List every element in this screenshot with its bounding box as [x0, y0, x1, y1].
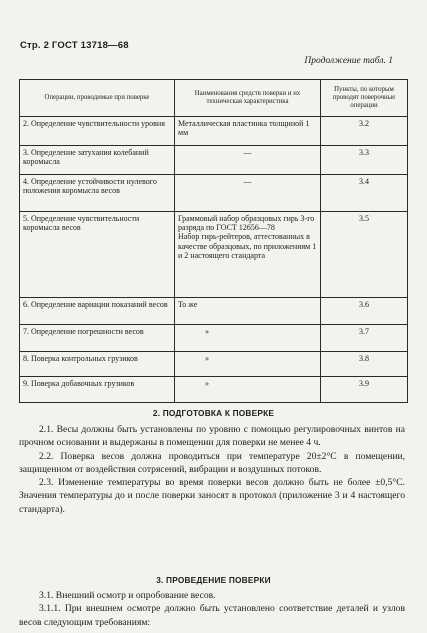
- means-cell: —: [175, 175, 321, 212]
- operation-cell: 4. Определение устойчивости нулевого положения коромысла весов: [20, 175, 175, 212]
- operation-cell: 5. Определение чувствительности коромысла весов: [20, 212, 175, 298]
- paragraph-2-3: 2.3. Изменение температуры во время поверки весов должно быть не более ±0,5°С. Значения температуры до и после поверки заносят в протокол (приложение 3 и 4 настоящего стандарта).: [19, 477, 405, 515]
- table-row: [20, 117, 408, 146]
- operation-cell: 8. Поверка контрольных грузиков: [20, 352, 175, 377]
- table-header-row: [20, 80, 408, 117]
- section-2-title: 2. ПОДГОТОВКА К ПОВЕРКЕ: [152, 408, 275, 418]
- header-operations: Операции, проводимые при поверке: [20, 80, 175, 117]
- operation-cell: 9. Поверка добавочных грузиков: [20, 377, 175, 403]
- means-cell: Металлическая пластинка толщиной 1 мм: [175, 117, 321, 146]
- means-cell: »: [175, 352, 321, 377]
- clause-cell: 3.2: [321, 117, 408, 146]
- clause-cell: 3.6: [321, 298, 408, 325]
- clause-cell: 3.8: [321, 352, 408, 377]
- table-row: [20, 352, 408, 377]
- means-cell: —: [175, 146, 321, 175]
- verification-table: [19, 79, 408, 403]
- table-row: [20, 298, 408, 325]
- header-means: Наименования средств поверки и их техническая характеристика: [175, 80, 321, 117]
- operation-cell: 2. Определение чувствительности уровня: [20, 117, 175, 146]
- clause-cell: 3.3: [321, 146, 408, 175]
- operation-cell: 7. Определение погрешности весов: [20, 325, 175, 352]
- clause-cell: 3.7: [321, 325, 408, 352]
- means-cell: »: [175, 377, 321, 403]
- section-3-body: [19, 589, 405, 629]
- paragraph-2-2: 2.2. Поверка весов должна проводиться при температуре 20±2°С в помещении, защищенном от воздействия сотрясений, вибрации и воздушных потоков.: [19, 450, 405, 475]
- operation-cell: 6. Определение вариации показаний весов: [20, 298, 175, 325]
- operation-cell: 3. Определение затухания колебаний коромысла: [20, 146, 175, 175]
- table-row: [20, 212, 408, 298]
- clause-cell: 3.5: [321, 212, 408, 298]
- table-row: [20, 325, 408, 352]
- page-header: Стр. 2 ГОСТ 13718—68: [20, 40, 129, 51]
- clause-cell: 3.4: [321, 175, 408, 212]
- means-cell: »: [175, 325, 321, 352]
- section-2-body: [19, 423, 405, 516]
- table-row: [20, 377, 408, 403]
- clause-cell: 3.9: [321, 377, 408, 403]
- paragraph-2-1: 2.1. Весы должны быть установлены по уровню с помощью регулировочных винтов на прочном основании и выдержаны в помещении для поверки не менее 4 ч.: [19, 424, 405, 449]
- paragraph-3-1: 3.1. Внешний осмотр и опробование весов.: [39, 590, 216, 601]
- paragraph-3-1-1: 3.1.1. При внешнем осмотре должно быть установлено соответствие деталей и узлов весов следующим требованиям:: [19, 603, 405, 628]
- table-row: [20, 146, 408, 175]
- table-continuation-label: Продолжение табл. 1: [304, 56, 393, 66]
- table-row: [20, 175, 408, 212]
- means-cell: Граммовый набор образцовых гирь 3-го разряда по ГОСТ 12656—78 Набор гирь-рейтеров, аттестованных в качестве образцовых, по приложениям 1 и 2 настоящего стандарта: [175, 212, 321, 298]
- section-3-title: 3. ПРОВЕДЕНИЕ ПОВЕРКИ: [156, 575, 271, 585]
- means-cell: То же: [175, 298, 321, 325]
- header-clauses: Пункты, по которым проводят поверочные операции: [321, 80, 408, 117]
